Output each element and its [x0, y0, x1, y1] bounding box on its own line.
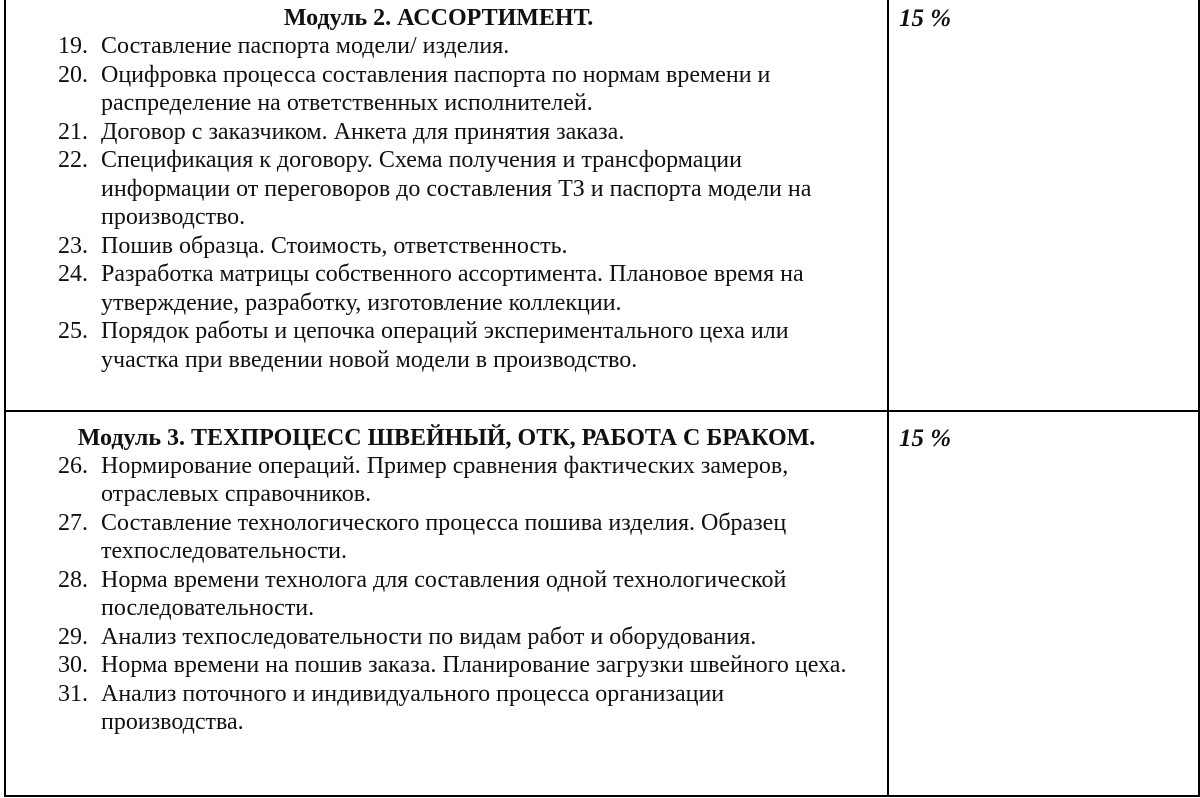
list-item — [6, 651, 887, 680]
module-content-cell — [5, 0, 888, 411]
module-title: Модуль 2. АССОРТИМЕНТ. — [283, 5, 594, 31]
topic-text: Оцифровка процесса составления паспорта по нормам времени и распределение на ответственных исполнителей. — [101, 61, 771, 116]
module-title: Модуль 3. ТЕХПРОЦЕСС ШВЕЙНЫЙ, ОТК, РАБОТА С БРАКОМ. — [77, 424, 816, 451]
topic-number: 20. — [58, 61, 88, 88]
topic-text: Разработка матрицы собственного ассортимента. Плановое время на утверждение, разработку, изготовление коллекции. — [101, 261, 804, 316]
module-weight: 15 % — [899, 424, 952, 452]
topic-number: 26. — [58, 452, 88, 479]
topic-number: 24. — [58, 261, 88, 287]
topic-number: 29. — [58, 623, 88, 650]
list-item — [6, 509, 887, 566]
topic-number: 22. — [58, 147, 88, 173]
list-item — [6, 566, 887, 623]
topic-text: Анализ поточного и индивидуального процесса организации производства. — [101, 680, 725, 736]
list-item — [6, 146, 887, 232]
module-row — [5, 0, 1199, 411]
list-item — [6, 61, 887, 118]
topic-number: 27. — [58, 509, 88, 536]
module-weight-cell — [888, 411, 1199, 796]
topic-number: 30. — [58, 652, 88, 679]
curriculum-table — [4, 0, 1200, 797]
list-item — [6, 118, 887, 147]
module-weight-cell — [888, 0, 1199, 411]
list-item — [6, 623, 887, 652]
list-item — [6, 232, 887, 261]
topic-number: 31. — [58, 680, 88, 707]
list-item — [6, 452, 887, 509]
module-content-cell — [5, 411, 888, 796]
module-row — [5, 411, 1199, 796]
topic-list — [6, 452, 887, 737]
list-item — [6, 680, 887, 737]
topic-text: Анализ техпоследовательности по видам работ и оборудования. — [101, 623, 757, 650]
topic-number: 28. — [58, 566, 88, 593]
topic-text: Спецификация к договору. Схема получения и трансформации информации от переговоров до составления ТЗ и паспорта модели на производство. — [101, 147, 812, 230]
topic-text: Пошив образца. Стоимость, ответственность. — [101, 232, 568, 259]
topic-number: 19. — [58, 33, 88, 59]
topic-number: 25. — [58, 318, 88, 344]
list-item — [6, 32, 887, 61]
topic-number: 23. — [58, 232, 88, 259]
list-item — [6, 260, 887, 317]
list-item — [6, 317, 887, 374]
topic-text: Составление паспорта модели/ изделия. — [101, 33, 510, 59]
module-weight: 15 % — [899, 5, 952, 32]
topic-text: Нормирование операций. Пример сравнения фактических замеров, отраслевых справочников. — [101, 452, 789, 508]
topic-text: Составление технологического процесса пошива изделия. Образец техпоследовательности. — [101, 509, 787, 565]
topic-text: Норма времени технолога для составления одной технологической последовательности. — [101, 566, 787, 622]
topic-text: Договор с заказчиком. Анкета для принятия заказа. — [101, 118, 625, 145]
topic-text: Порядок работы и цепочка операций экспериментального цеха или участка при введении новой модели в производство. — [101, 318, 789, 373]
topic-text: Норма времени на пошив заказа. Планирование загрузки швейного цеха. — [101, 652, 847, 679]
topic-list — [6, 32, 887, 374]
topic-number: 21. — [58, 118, 88, 145]
